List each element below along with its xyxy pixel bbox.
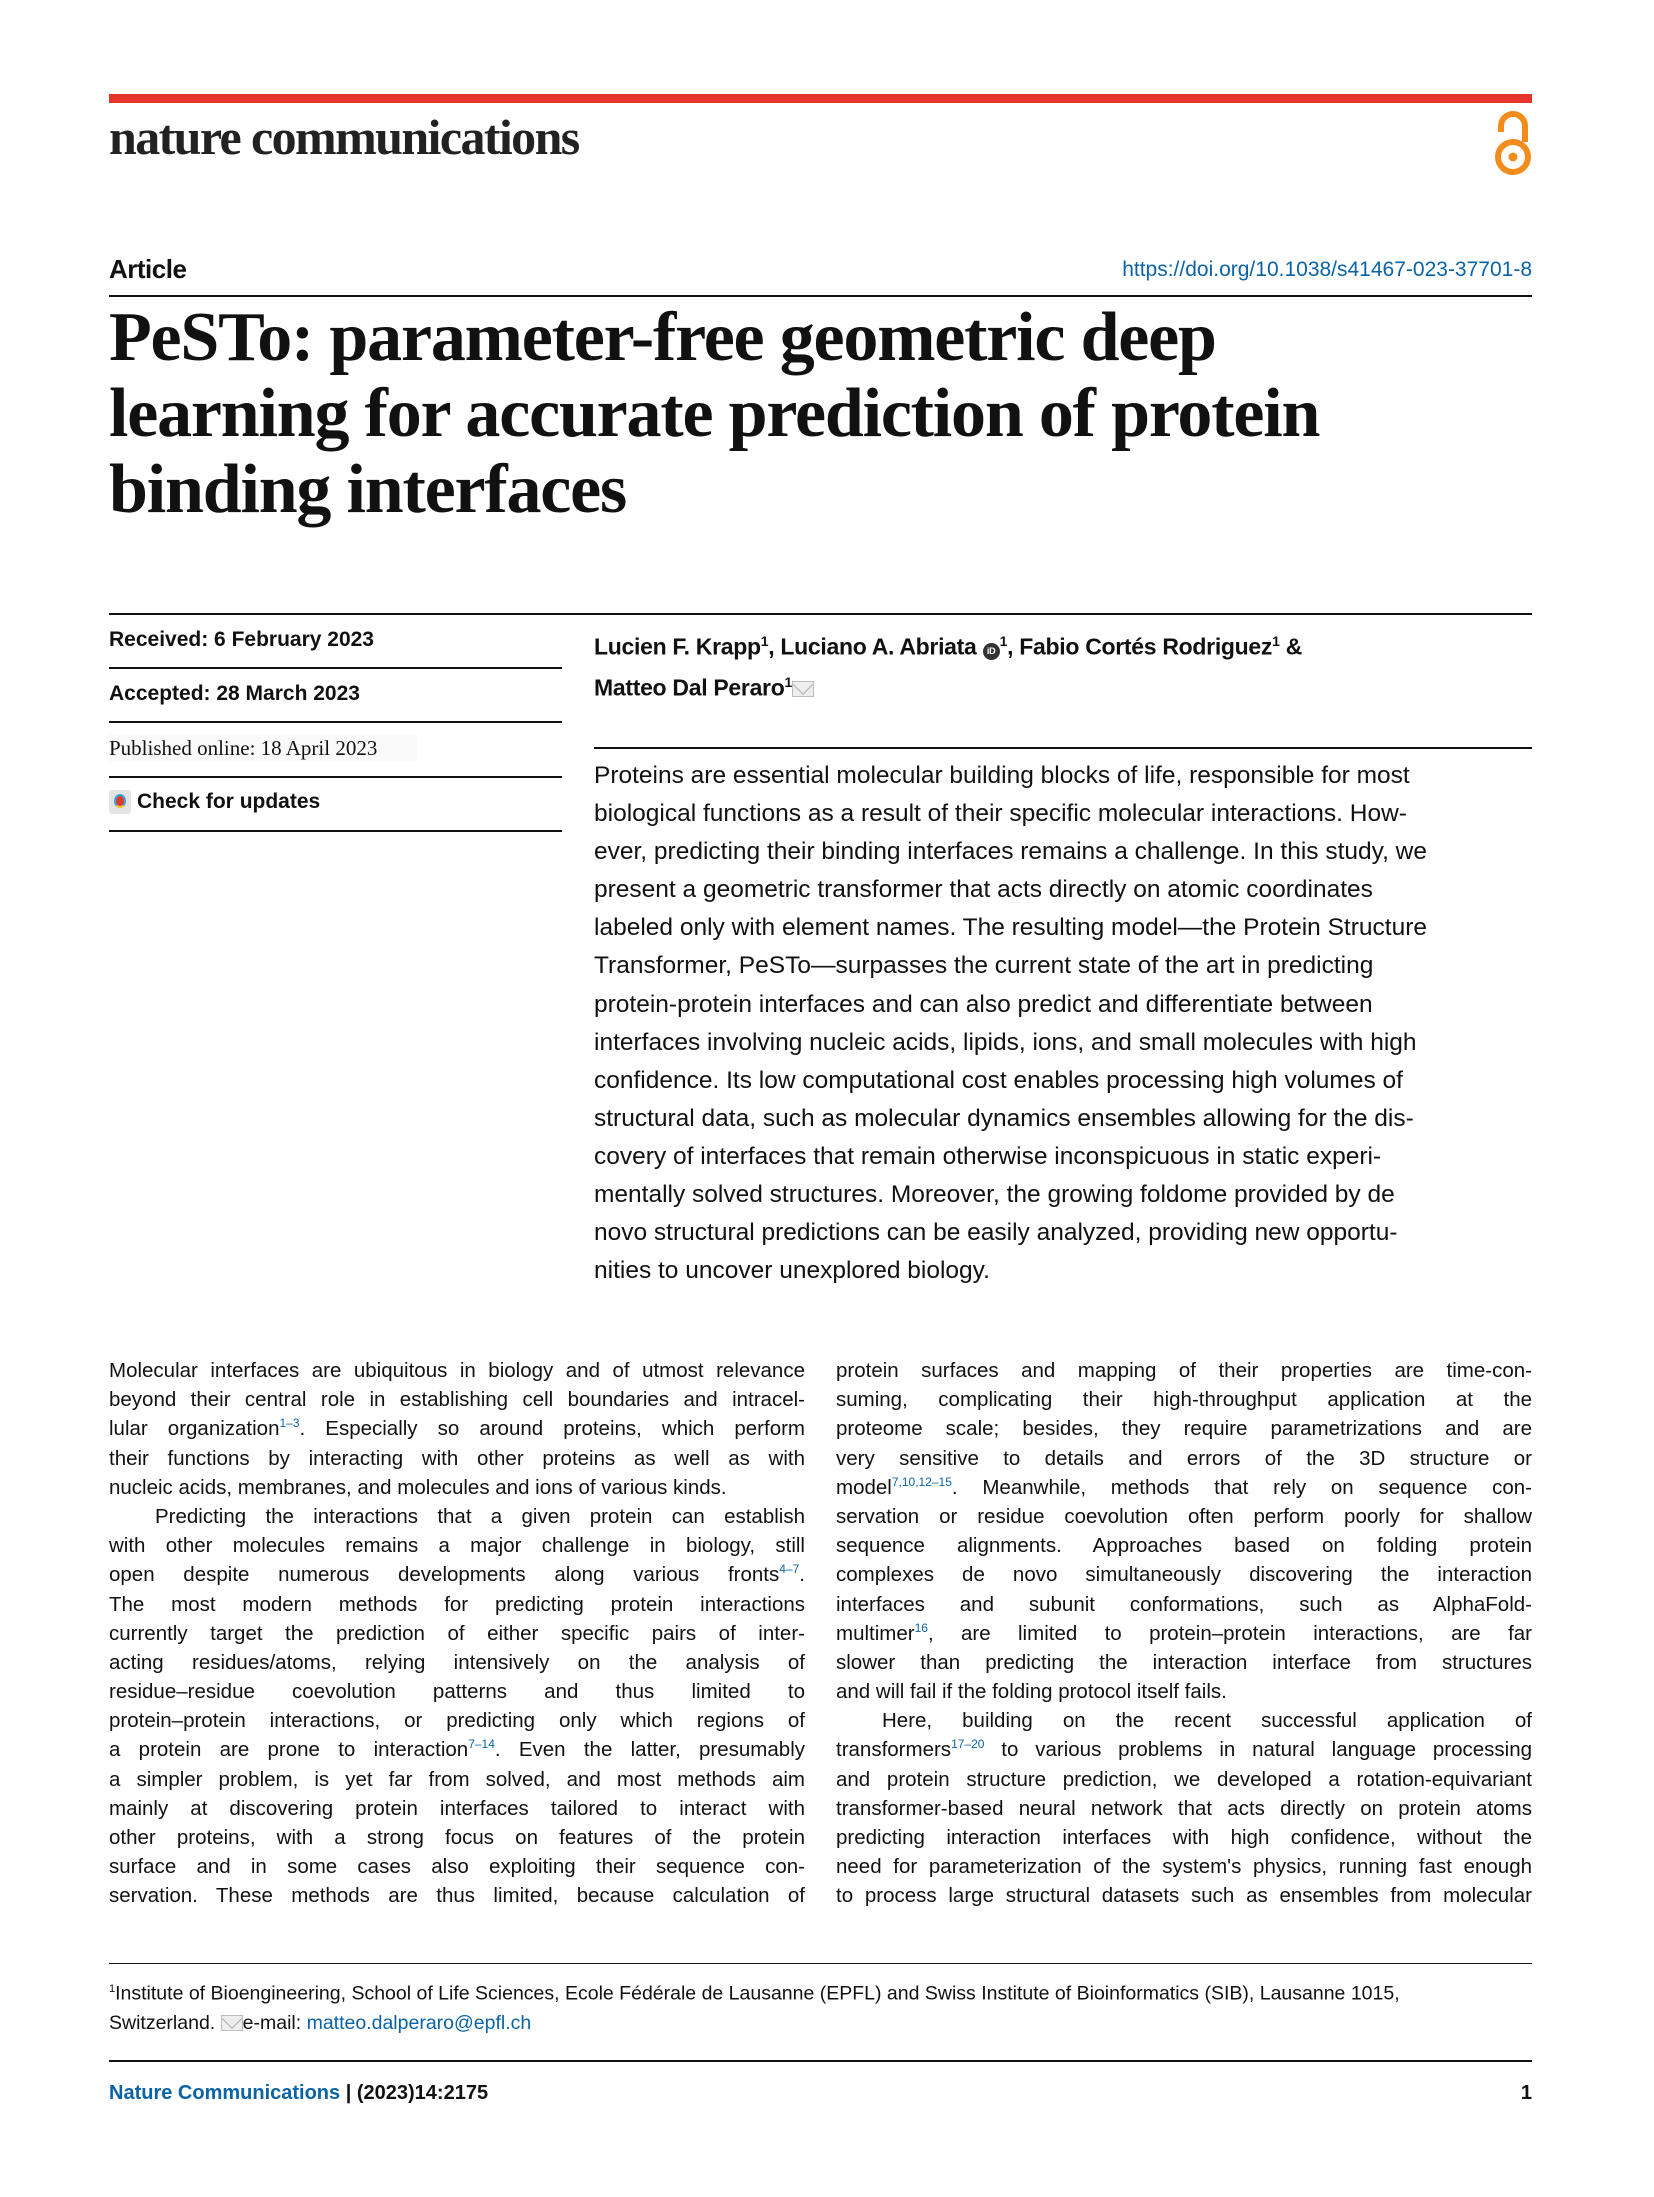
body-text: servation. These methods are thus limited, because calculation of [109,1884,805,1908]
body-text: very sensitive to details and errors of the 3D structure or [836,1446,1532,1470]
check-for-updates-button[interactable] [109,790,562,814]
body-line [109,1794,805,1823]
body-line [109,1385,805,1414]
journal-link[interactable]: Nature Communications [109,2082,341,2104]
orcid-icon[interactable]: iD [983,643,1000,660]
body-text: need for parameterization of the system's physics, running fast enough [836,1855,1532,1879]
body-line [109,1473,805,1502]
author-separator: & [1279,633,1303,660]
body-line [836,1881,1532,1910]
affiliation-footnote [109,1975,1532,2038]
body-text: . Even the latter, presumably [494,1738,805,1762]
body-text: . [799,1563,805,1587]
mail-icon[interactable] [792,681,814,697]
body-line [836,1531,1532,1560]
citation-ref-link[interactable]: 1–3 [279,1416,300,1431]
body-line [836,1735,1532,1764]
body-line [109,1502,805,1531]
body-line [836,1502,1532,1531]
body-text: . Especially so around proteins, which perform [299,1417,805,1441]
body-line [836,1677,1532,1706]
body-line [109,1648,805,1677]
check-updates-icon [109,790,131,814]
body-text: currently target the prediction of either specific pairs of inter- [109,1621,805,1645]
body-text: and protein structure prediction, we developed a rotation-equivariant [836,1767,1532,1791]
body-text: , are limited to protein–protein interactions, are far [927,1621,1532,1645]
body-line [109,1590,805,1619]
affiliation-mark: 1 [1272,633,1280,649]
body-text: acting residues/atoms, relying intensively on the analysis of [109,1650,805,1674]
mail-icon [221,2015,243,2031]
divider [109,776,562,778]
body-line [836,1823,1532,1852]
body-line [836,1590,1532,1619]
body-text: interfaces and subunit conformations, such as AlphaFold- [836,1592,1532,1616]
abstract-line: nities to uncover unexplored biology. [594,1257,990,1285]
abstract-line: interfaces involving nucleic acids, lipids, ions, and small molecules with high [594,1028,1417,1056]
body-text: transformers [836,1738,952,1762]
divider [109,295,1532,297]
body-line [836,1414,1532,1443]
divider [109,613,1532,615]
abstract [594,757,1427,1290]
abstract-line: covery of interfaces that remain otherwise inconspicuous in static experi- [594,1142,1382,1170]
body-text: model [836,1475,892,1499]
author-name[interactable]: Matteo Dal Peraro [594,674,785,701]
received-date: Received: 6 February 2023 [109,628,374,651]
body-text: slower than predicting the interaction interface from structures [836,1650,1532,1674]
body-text: mainly at discovering protein interfaces tailored to interact with [109,1796,805,1820]
body-text: a protein are prone to interaction [109,1738,469,1762]
body-line [836,1619,1532,1648]
abstract-line: present a geometric transformer that acts directly on atomic coordinates [594,876,1373,904]
body-line [109,1356,805,1385]
abstract-line: ever, predicting their binding interfaces remains a challenge. In this study, we [594,838,1427,866]
divider [109,2060,1532,2062]
author-name[interactable]: , Luciano A. Abriata [768,633,977,660]
body-text: nucleic acids, membranes, and molecules and ions of various kinds. [109,1475,727,1499]
email-link[interactable]: matteo.dalperaro@epfl.ch [306,2011,532,2034]
body-text: complexes de novo simultaneously discovering the interaction [836,1563,1532,1587]
journal-name: nature communications [109,109,579,165]
body-text: to process large structural datasets such as ensembles from molecular [836,1884,1532,1908]
body-text: Here, building on the recent successful application of [882,1709,1532,1733]
check-updates-label: Check for updates [137,790,321,813]
body-text: proteome scale; besides, they require parametrizations and are [836,1417,1532,1441]
citation-ref-link[interactable]: 7–14 [468,1737,495,1752]
body-line [836,1794,1532,1823]
body-line [109,1735,805,1764]
accepted-date: Accepted: 28 March 2023 [109,682,360,705]
divider [594,747,1532,749]
body-line [836,1473,1532,1502]
body-line [109,1619,805,1648]
divider [109,721,562,723]
affiliation-text: Institute of Bioengineering, School of Life Sciences, Ecole Fédérale de Lausanne (EPFL) and Swiss Institute of Bioinformatics (SIB), Lausanne 1015, [115,1982,1400,2005]
body-line [836,1648,1532,1677]
body-line [109,1560,805,1589]
body-line [836,1706,1532,1735]
body-text: multimer [836,1621,915,1645]
body-text: to various problems in natural language processing [984,1738,1532,1762]
body-line [109,1823,805,1852]
body-line [109,1444,805,1473]
abstract-line: biological functions as a result of their specific molecular interactions. How- [594,800,1407,828]
body-line [109,1852,805,1881]
abstract-line: structural data, such as molecular dynamics ensembles allowing for the dis- [594,1104,1414,1132]
abstract-line: Transformer, PeSTo—surpasses the current state of the art in predicting [594,952,1374,980]
body-text: lular organization [109,1417,280,1441]
body-line [109,1765,805,1794]
body-text: open despite numerous developments along various fronts [109,1563,780,1587]
doi-link[interactable]: https://doi.org/10.1038/s41467-023-37701-8 [1122,258,1532,281]
divider [109,1963,1532,1964]
abstract-line: confidence. Its low computational cost enables processing high volumes of [594,1066,1403,1094]
divider [109,667,562,669]
body-text: surface and in some cases also exploiting their sequence con- [109,1855,805,1879]
body-text: . Meanwhile, methods that rely on sequence con- [951,1475,1532,1499]
body-line [836,1444,1532,1473]
citation-ref-link[interactable]: 4–7 [779,1562,800,1577]
abstract-line: mentally solved structures. Moreover, the growing foldome provided by de [594,1181,1395,1209]
body-line [109,1531,805,1560]
citation-ref-link[interactable]: 16 [914,1620,928,1635]
citation-ref-link[interactable]: 17–20 [951,1737,985,1752]
published-date: Published online: 18 April 2023 [109,734,417,762]
body-line [836,1765,1532,1794]
author-list [594,624,1302,705]
body-text: Molecular interfaces are ubiquitous in biology and of utmost relevance [109,1359,805,1382]
title-line: learning for accurate prediction of protein [109,375,1320,452]
article-type: Article [109,254,187,284]
page-number: 1 [1520,2082,1532,2104]
body-text: sequence alignments. Approaches based on folding protein [836,1534,1532,1558]
body-text: and will fail if the folding protocol itself fails. [836,1680,1227,1704]
body-text: other proteins, with a strong focus on features of the protein [109,1826,805,1849]
divider [109,830,562,832]
body-column-left [109,1356,805,1911]
abstract-line: labeled only with element names. The resulting model—the Protein Structure [594,914,1427,942]
article-title [109,300,1319,528]
body-line [836,1356,1532,1385]
title-line: PeSTo: parameter-free geometric deep [109,299,1216,376]
affiliation-mark: 1 [760,633,769,649]
abstract-line: novo structural predictions can be easily analyzed, providing new opportu- [594,1219,1398,1247]
body-text: suming, complicating their high-throughput application at the [836,1388,1532,1412]
footer-citation [109,2082,488,2105]
body-line [836,1852,1532,1881]
body-text: protein surfaces and mapping of their properties are time-con- [836,1359,1532,1382]
body-text: transformer-based neural network that acts directly on protein atoms [836,1796,1532,1820]
email-label: e-mail: [242,2011,307,2034]
affiliation-mark: 1 [784,673,792,690]
body-text: residue–residue coevolution patterns and thus limited to [109,1680,805,1704]
body-line [836,1560,1532,1589]
author-name[interactable]: Lucien F. Krapp [594,633,761,660]
body-text: servation or residue coevolution often perform poorly for shallow [836,1504,1532,1528]
body-text: Predicting the interactions that a given protein can establish [155,1504,805,1528]
abstract-line: protein-protein interfaces and can also predict and differentiate between [594,990,1373,1018]
country-text: Switzerland. [109,2011,221,2034]
author-name[interactable]: , Fabio Cortés Rodriguez [1007,633,1273,660]
body-text: their functions by interacting with other proteins as well as with [109,1446,805,1470]
body-column-right [836,1356,1532,1911]
citation: | (2023)14:2175 [340,2082,489,2104]
body-line [109,1677,805,1706]
body-line [109,1881,805,1910]
affiliation-mark: 1 [109,1983,116,1995]
body-text: predicting interaction interfaces with high confidence, without the [836,1826,1532,1849]
open-access-icon [1493,110,1533,178]
body-line [109,1706,805,1735]
body-line [109,1414,805,1443]
abstract-line: Proteins are essential molecular building blocks of life, responsible for most [594,762,1410,789]
brand-bar [109,94,1532,103]
citation-ref-link[interactable]: 7,10,12–15 [891,1474,952,1489]
body-text: The most modern methods for predicting protein interactions [109,1592,805,1616]
body-text: with other molecules remains a major challenge in biology, still [109,1534,805,1558]
body-text: beyond their central role in establishing cell boundaries and intracel- [109,1388,805,1412]
affiliation-mark: 1 [999,633,1008,649]
body-line [836,1385,1532,1414]
body-text: a simpler problem, is yet far from solved, and most methods aim [109,1767,805,1791]
body-text: protein–protein interactions, or predicting only which regions of [109,1709,805,1733]
title-line: binding interfaces [109,451,627,528]
